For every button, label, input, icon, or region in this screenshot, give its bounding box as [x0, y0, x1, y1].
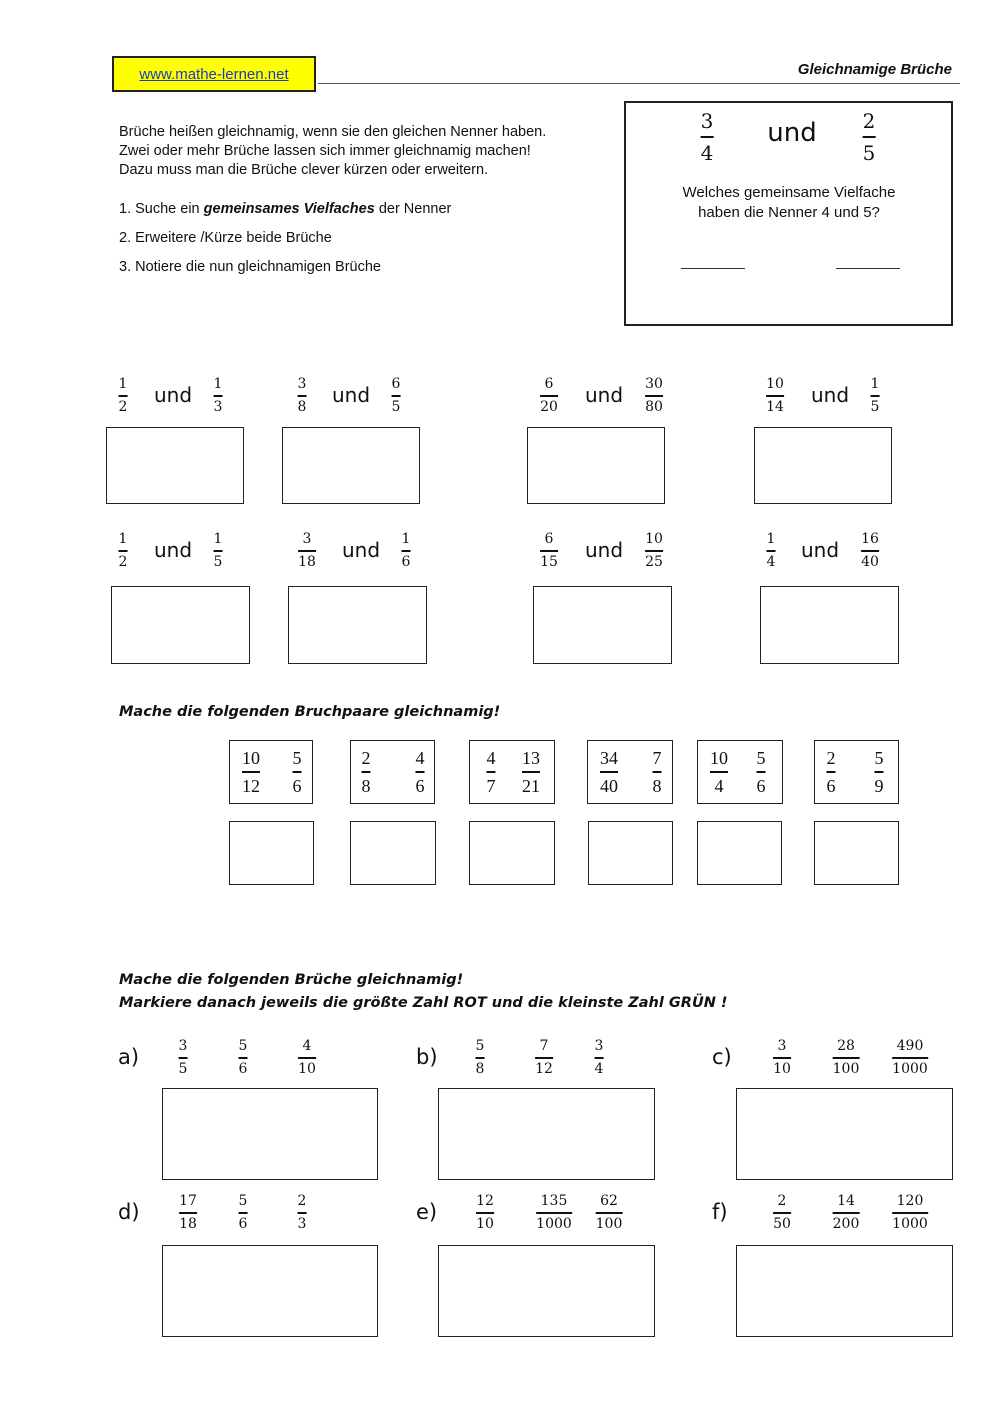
- numerator: 4: [415, 748, 425, 768]
- numerator: 10: [766, 376, 784, 392]
- section-3-heading-line-2: Markiere danach jeweils die größte Zahl ROT und die kleinste Zahl GRÜN !: [119, 995, 728, 1011]
- denominator: 18: [179, 1215, 197, 1232]
- fraction: [239, 1193, 248, 1233]
- denominator: 12: [242, 775, 260, 796]
- denominator: 1000: [536, 1215, 572, 1232]
- numerator: 5: [292, 748, 302, 768]
- fraction: [653, 748, 662, 796]
- answer-box[interactable]: [106, 427, 244, 504]
- header-divider: [318, 83, 960, 84]
- example-fraction-1: [701, 109, 714, 165]
- numerator: 2: [862, 109, 876, 133]
- numerator: 135: [540, 1193, 568, 1209]
- denominator: 10: [476, 1215, 494, 1232]
- connector-text: und: [331, 383, 371, 407]
- denominator: 6: [238, 1215, 248, 1232]
- denominator: 2: [118, 398, 128, 415]
- answer-box[interactable]: [350, 821, 436, 885]
- fraction: [535, 1038, 553, 1078]
- example-question: [640, 183, 938, 223]
- denominator: 4: [700, 140, 714, 165]
- numerator: 6: [544, 531, 554, 547]
- denominator: 6: [238, 1060, 248, 1077]
- denominator: 6: [401, 553, 411, 570]
- fraction: [892, 1193, 928, 1233]
- denominator: 7: [486, 775, 496, 796]
- numerator: 5: [238, 1193, 248, 1209]
- question-line: haben die Nenner 4 und 5?: [698, 204, 880, 221]
- numerator: 1: [870, 376, 880, 392]
- numerator: 3: [594, 1038, 604, 1054]
- denominator: 4: [766, 553, 776, 570]
- answer-box[interactable]: [162, 1088, 378, 1180]
- numerator: 10: [645, 531, 663, 547]
- fraction: [214, 531, 223, 571]
- fraction: [487, 748, 496, 796]
- answer-box[interactable]: [229, 821, 314, 885]
- exercise-label: f): [712, 1200, 728, 1224]
- denominator: 8: [361, 775, 371, 796]
- answer-box[interactable]: [527, 427, 665, 504]
- fraction: [298, 376, 307, 416]
- denominator: 8: [297, 398, 307, 415]
- numerator: 17: [179, 1193, 197, 1209]
- answer-box[interactable]: [697, 821, 782, 885]
- numerator: 1: [118, 531, 128, 547]
- fraction: [833, 1193, 860, 1233]
- numerator: 10: [242, 748, 260, 768]
- answer-box[interactable]: [282, 427, 420, 504]
- step-1-emphasis: gemeinsames Vielfaches: [203, 201, 375, 217]
- connector-text: und: [800, 538, 840, 562]
- denominator: 10: [773, 1060, 791, 1077]
- denominator: 100: [595, 1215, 623, 1232]
- numerator: 3: [297, 376, 307, 392]
- numerator: 28: [837, 1038, 855, 1054]
- fraction: [596, 1193, 623, 1233]
- denominator: 5: [862, 140, 876, 165]
- fraction: [298, 1038, 316, 1078]
- denominator: 10: [298, 1060, 316, 1077]
- denominator: 4: [594, 1060, 604, 1077]
- numerator: 1: [213, 531, 223, 547]
- answer-box[interactable]: [814, 821, 899, 885]
- fraction: [540, 376, 558, 416]
- denominator: 6: [826, 775, 836, 796]
- denominator: 1000: [892, 1215, 928, 1232]
- fraction: [392, 376, 401, 416]
- fraction: [476, 1038, 485, 1078]
- numerator: 1: [213, 376, 223, 392]
- fraction: [298, 531, 316, 571]
- denominator: 6: [415, 775, 425, 796]
- numerator: 2: [826, 748, 836, 768]
- fraction: [767, 531, 776, 571]
- exercise-label: e): [416, 1200, 438, 1224]
- numerator: 13: [522, 748, 540, 768]
- fraction: [645, 376, 663, 416]
- denominator: 20: [540, 398, 558, 415]
- fraction: [710, 748, 728, 796]
- fraction: [416, 748, 425, 796]
- denominator: 200: [832, 1215, 860, 1232]
- denominator: 14: [766, 398, 784, 415]
- fraction: [242, 748, 260, 796]
- intro-line: Zwei oder mehr Brüche lassen sich immer gleichnamig machen!: [119, 143, 531, 159]
- exercise-label: b): [416, 1045, 438, 1069]
- denominator: 5: [391, 398, 401, 415]
- fraction: [600, 748, 618, 796]
- numerator: 16: [861, 531, 879, 547]
- answer-box[interactable]: [736, 1245, 953, 1337]
- denominator: 18: [298, 553, 316, 570]
- fraction: [773, 1038, 791, 1078]
- step-1: [119, 201, 451, 230]
- fraction: [595, 1038, 604, 1078]
- numerator: 10: [710, 748, 728, 768]
- fraction: [540, 531, 558, 571]
- numerator: 5: [756, 748, 766, 768]
- fraction: [214, 376, 223, 416]
- fraction: [892, 1038, 928, 1078]
- answer-box[interactable]: [111, 586, 250, 664]
- intro-text: [119, 123, 546, 180]
- fraction: [645, 531, 663, 571]
- denominator: 80: [645, 398, 663, 415]
- fraction: [827, 748, 836, 796]
- step-3: 3. Notiere die nun gleichnamigen Brüche: [119, 259, 381, 275]
- answer-box[interactable]: [760, 586, 899, 664]
- denominator: 8: [652, 775, 662, 796]
- numerator: 2: [297, 1193, 307, 1209]
- denominator: 12: [535, 1060, 553, 1077]
- numerator: 6: [391, 376, 401, 392]
- numerator: 120: [896, 1193, 924, 1209]
- denominator: 8: [475, 1060, 485, 1077]
- denominator: 25: [645, 553, 663, 570]
- denominator: 5: [178, 1060, 188, 1077]
- fraction: [861, 531, 879, 571]
- numerator: 6: [544, 376, 554, 392]
- answer-box[interactable]: [162, 1245, 378, 1337]
- fraction: [766, 376, 784, 416]
- numerator: 62: [600, 1193, 618, 1209]
- answer-box[interactable]: [469, 821, 555, 885]
- exercise-label: d): [118, 1200, 140, 1224]
- example-fraction-2: [863, 109, 876, 165]
- website-link[interactable]: www.mathe-lernen.net: [112, 56, 316, 92]
- connector-text: und: [153, 383, 193, 407]
- denominator: 6: [756, 775, 766, 796]
- steps-list: [119, 201, 451, 288]
- answer-box[interactable]: [533, 586, 672, 664]
- denominator: 6: [292, 775, 302, 796]
- numerator: 30: [645, 376, 663, 392]
- fraction: [773, 1193, 791, 1233]
- fraction: [875, 748, 884, 796]
- numerator: 2: [777, 1193, 787, 1209]
- answer-box[interactable]: [588, 821, 673, 885]
- fraction: [476, 1193, 494, 1233]
- denominator: 4: [714, 775, 724, 796]
- fraction: [298, 1193, 307, 1233]
- fraction: [239, 1038, 248, 1078]
- numerator: 3: [302, 531, 312, 547]
- denominator: 1000: [892, 1060, 928, 1077]
- answer-box[interactable]: [754, 427, 892, 504]
- numerator: 3: [777, 1038, 787, 1054]
- denominator: 21: [522, 775, 540, 796]
- fraction: [402, 531, 411, 571]
- intro-line: Dazu muss man die Brüche clever kürzen oder erweitern.: [119, 162, 489, 178]
- fraction-pair-box: [469, 740, 555, 804]
- fraction: [293, 748, 302, 796]
- numerator: 4: [486, 748, 496, 768]
- numerator: 7: [539, 1038, 549, 1054]
- fraction: [871, 376, 880, 416]
- section-3-heading-line-1: Mache die folgenden Brüche gleichnamig!: [119, 972, 464, 988]
- answer-blank[interactable]: [681, 268, 745, 269]
- numerator: 5: [238, 1038, 248, 1054]
- numerator: 490: [896, 1038, 924, 1054]
- denominator: 40: [861, 553, 879, 570]
- step-1-suffix: der Nenner: [374, 201, 452, 217]
- intro-line: Brüche heißen gleichnamig, wenn sie den gleichen Nenner haben.: [119, 124, 547, 140]
- denominator: 5: [213, 553, 223, 570]
- denominator: 15: [540, 553, 558, 570]
- fraction: [119, 531, 128, 571]
- answer-box[interactable]: [438, 1088, 655, 1180]
- connector-text: und: [153, 538, 193, 562]
- answer-box[interactable]: [736, 1088, 953, 1180]
- fraction: [362, 748, 371, 796]
- answer-box[interactable]: [288, 586, 427, 664]
- numerator: 34: [600, 748, 618, 768]
- answer-blank[interactable]: [836, 268, 900, 269]
- section-2-heading: Mache die folgenden Bruchpaare gleichnamig!: [119, 704, 501, 720]
- exercise-label: c): [712, 1045, 732, 1069]
- numerator: 1: [766, 531, 776, 547]
- denominator: 9: [874, 775, 884, 796]
- fraction: [119, 376, 128, 416]
- numerator: 7: [652, 748, 662, 768]
- example-connector: und: [767, 118, 817, 148]
- denominator: 40: [600, 775, 618, 796]
- denominator: 3: [297, 1215, 307, 1232]
- numerator: 5: [475, 1038, 485, 1054]
- fraction: [179, 1038, 188, 1078]
- numerator: 3: [700, 109, 714, 133]
- denominator: 100: [832, 1060, 860, 1077]
- denominator: 2: [118, 553, 128, 570]
- step-2: 2. Erweitere /Kürze beide Brüche: [119, 230, 332, 246]
- fraction: [536, 1193, 572, 1233]
- numerator: 3: [178, 1038, 188, 1054]
- denominator: 50: [773, 1215, 791, 1232]
- answer-box[interactable]: [438, 1245, 655, 1337]
- step-1-prefix: 1. Suche ein: [119, 201, 204, 217]
- numerator: 1: [401, 531, 411, 547]
- denominator: 5: [870, 398, 880, 415]
- numerator: 5: [874, 748, 884, 768]
- fraction: [757, 748, 766, 796]
- connector-text: und: [810, 383, 850, 407]
- numerator: 4: [302, 1038, 312, 1054]
- fraction: [522, 748, 540, 796]
- connector-text: und: [341, 538, 381, 562]
- numerator: 12: [476, 1193, 494, 1209]
- exercise-label: a): [118, 1045, 140, 1069]
- fraction: [179, 1193, 197, 1233]
- connector-text: und: [584, 538, 624, 562]
- connector-text: und: [584, 383, 624, 407]
- page-title: Gleichnamige Brüche: [797, 61, 952, 78]
- numerator: 14: [837, 1193, 855, 1209]
- fraction: [833, 1038, 860, 1078]
- denominator: 3: [213, 398, 223, 415]
- numerator: 2: [361, 748, 371, 768]
- numerator: 1: [118, 376, 128, 392]
- question-line: Welches gemeinsame Vielfache: [682, 184, 896, 201]
